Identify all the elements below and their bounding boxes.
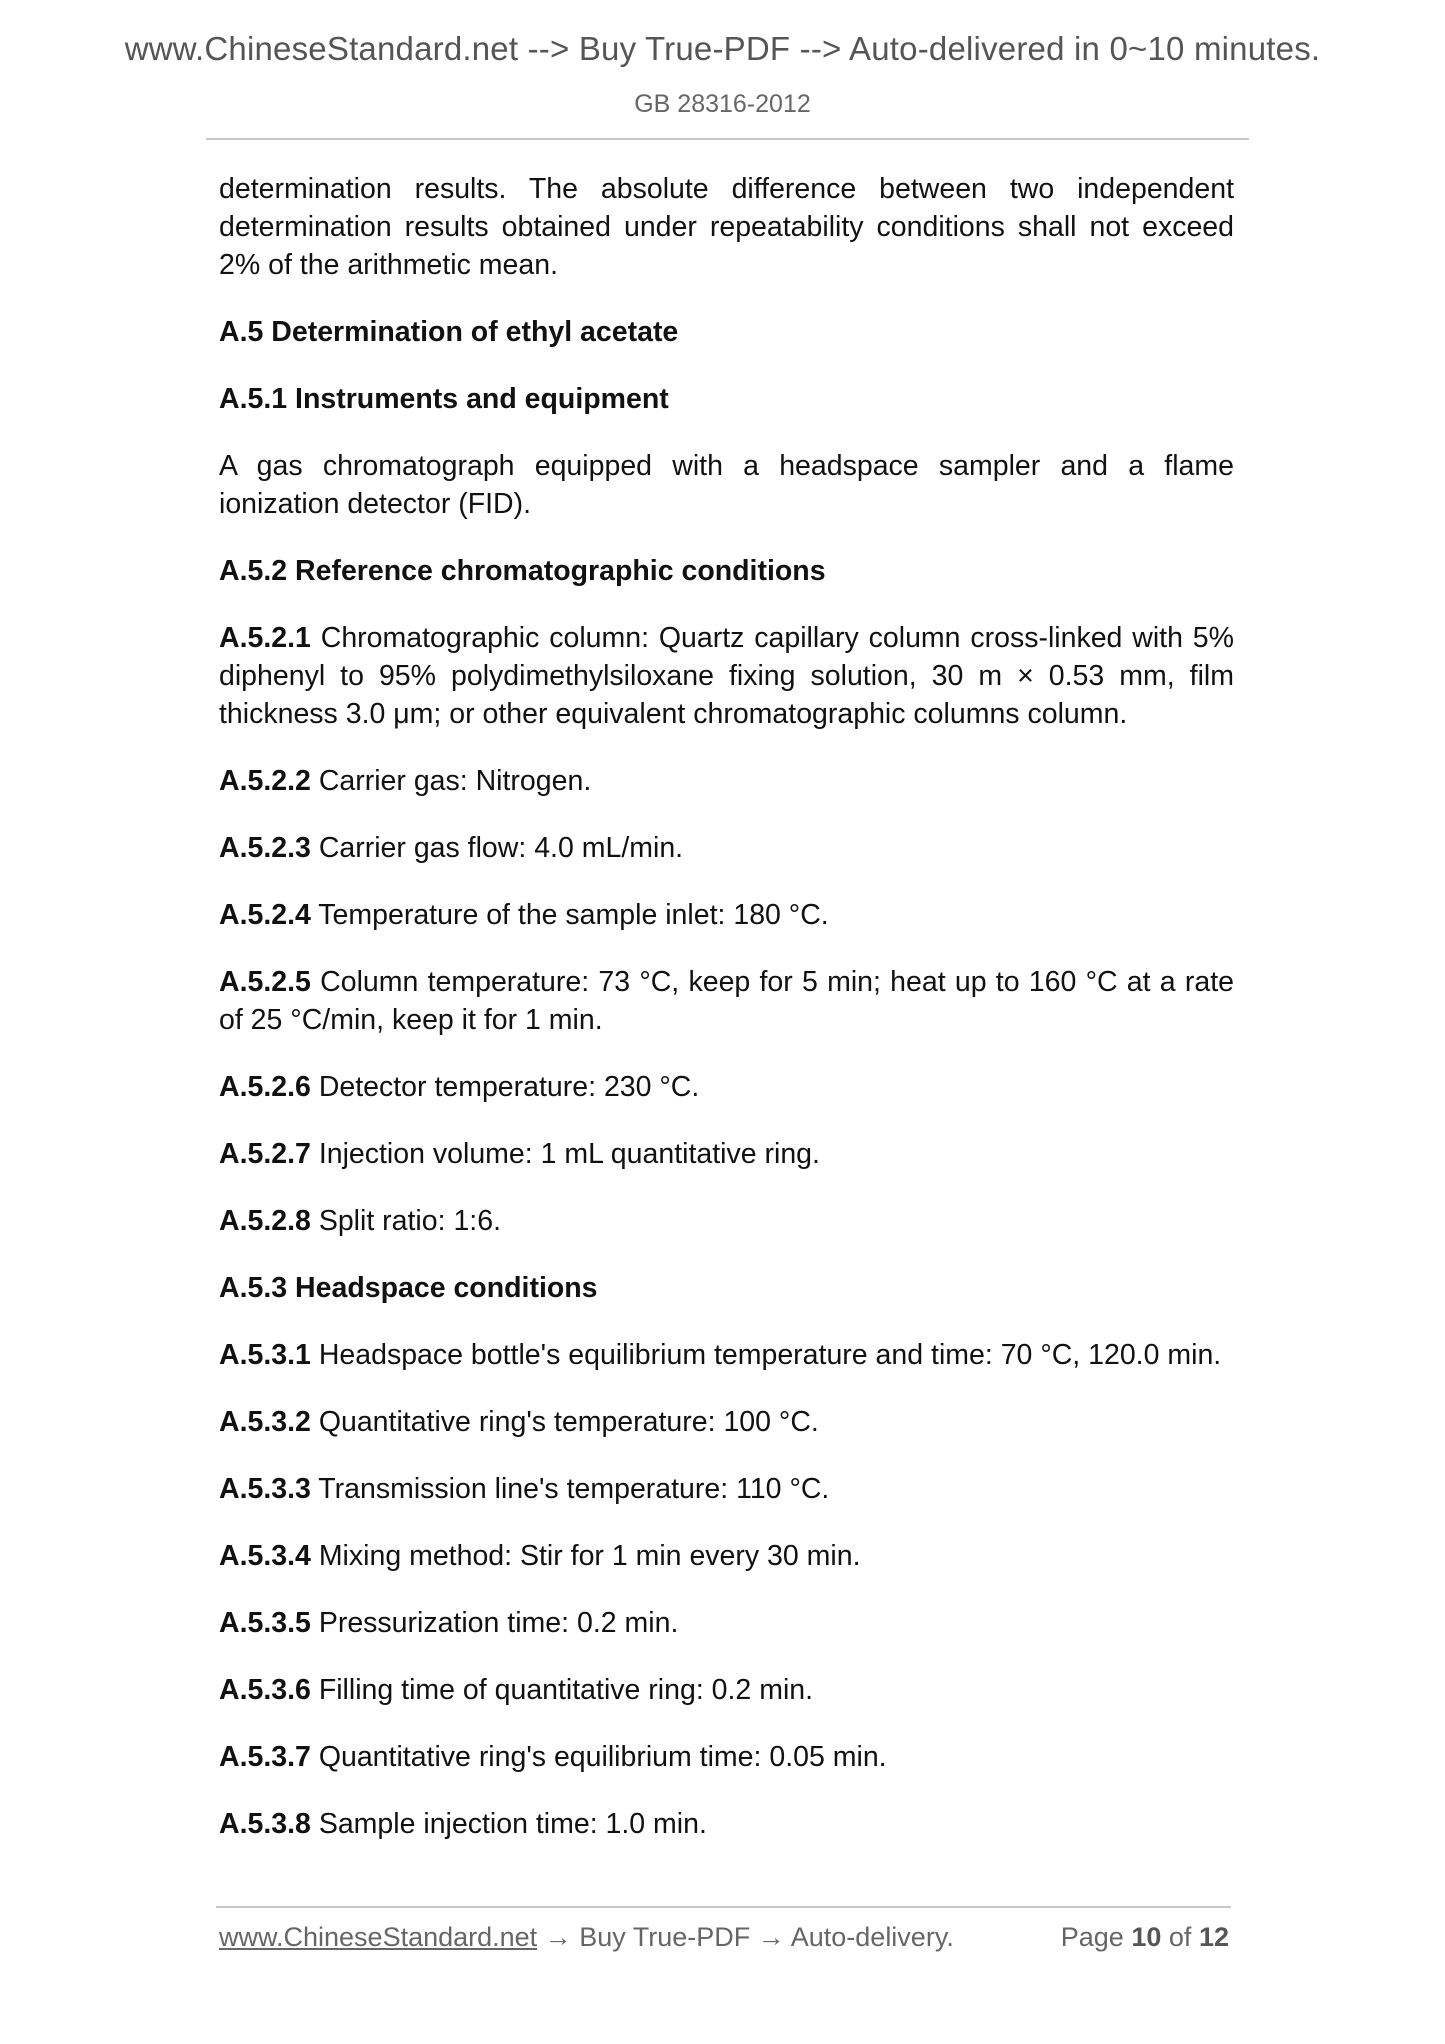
- page-total: 12: [1198, 1922, 1229, 1952]
- page-word: Page: [1060, 1922, 1124, 1952]
- top-banner: www.ChineseStandard.net --> Buy True-PDF --> Auto-delivered in 0~10 minutes.: [124, 30, 1321, 67]
- clause-number: A.5.3.6: [219, 1674, 311, 1706]
- clause-a525: [219, 963, 1234, 1039]
- clause-text: Mixing method: Stir for 1 min every 30 min.: [318, 1540, 861, 1572]
- clause-number: A.5.3.7: [219, 1741, 311, 1773]
- clause-text: Injection volume: 1 mL quantitative ring.: [318, 1138, 820, 1170]
- clause-a534: [219, 1537, 1234, 1575]
- page-footer: [219, 1922, 1229, 1953]
- page-number: 10: [1131, 1922, 1162, 1952]
- clause-text: Carrier gas: Nitrogen.: [318, 765, 592, 797]
- clause-a526: [219, 1068, 1234, 1106]
- header-divider: [206, 138, 1249, 140]
- of-word: of: [1168, 1922, 1192, 1952]
- intro-paragraph: determination results. The absolute difference between two independent determination results obtained under repeatability conditions shall not exceed 2% of the arithmetic mean.: [219, 173, 1234, 281]
- clause-text: Filling time of quantitative ring: 0.2 min.: [318, 1674, 814, 1706]
- clause-number: A.5.3.1: [219, 1339, 311, 1371]
- clause-number: A.5.2.8: [219, 1205, 311, 1237]
- clause-number: A.5.2.4: [219, 899, 311, 931]
- clause-a524: [219, 896, 1234, 934]
- clause-number: A.5.2.5: [219, 966, 311, 998]
- clause-text: Pressurization time: 0.2 min.: [318, 1607, 679, 1639]
- clause-number: A.5.2.2: [219, 765, 311, 797]
- clause-a538: [219, 1805, 1234, 1843]
- clause-a536: [219, 1671, 1234, 1709]
- footer-divider: [216, 1906, 1231, 1908]
- clause-text: Quantitative ring's equilibrium time: 0.05 min.: [318, 1741, 887, 1773]
- footer-left: [219, 1922, 954, 1953]
- clause-number: A.5.2.1: [219, 622, 311, 654]
- section-heading-a52: A.5.2 Reference chromatographic conditions: [219, 555, 826, 587]
- footer-site-link[interactable]: www.ChineseStandard.net: [219, 1922, 538, 1952]
- clause-number: A.5.2.7: [219, 1138, 311, 1170]
- page-indicator: [1061, 1922, 1229, 1953]
- clause-a535: [219, 1604, 1234, 1642]
- clause-a532: [219, 1403, 1234, 1441]
- clause-number: A.5.3.4: [219, 1540, 311, 1572]
- clause-text: Chromatographic column: Quartz capillary column cross-linked with 5% diphenyl to 95% polydimethylsiloxane fixing solution, 30 m × 0.53 mm, film thickness 3.0 μm; or other equivalent chromatographic columns column.: [219, 622, 1234, 730]
- document-id: GB 28316-2012: [634, 90, 811, 118]
- section-heading-a5: A.5 Determination of ethyl acetate: [219, 316, 679, 348]
- clause-number: A.5.3.5: [219, 1607, 311, 1639]
- clause-text: Headspace bottle's equilibrium temperature and time: 70 °C, 120.0 min.: [318, 1339, 1222, 1371]
- clause-number: A.5.2.3: [219, 832, 311, 864]
- section-heading-a51: A.5.1 Instruments and equipment: [219, 383, 669, 415]
- clause-text: Carrier gas flow: 4.0 mL/min.: [318, 832, 684, 864]
- clause-number: A.5.3.2: [219, 1406, 311, 1438]
- clause-text: Detector temperature: 230 °C.: [318, 1071, 700, 1103]
- clause-a531: [219, 1336, 1234, 1374]
- section-heading-a53: A.5.3 Headspace conditions: [219, 1272, 598, 1304]
- clause-a537: [219, 1738, 1234, 1776]
- a51-paragraph: A gas chromatograph equipped with a headspace sampler and a flame ionization detector (FID).: [219, 450, 1234, 520]
- clause-a533: [219, 1470, 1234, 1508]
- clause-text: Split ratio: 1:6.: [318, 1205, 501, 1237]
- clause-a527: [219, 1135, 1234, 1173]
- clause-number: A.5.3.3: [219, 1473, 311, 1505]
- clause-text: Transmission line's temperature: 110 °C.: [318, 1473, 830, 1505]
- clause-number: A.5.3.8: [219, 1808, 311, 1840]
- clause-text: Temperature of the sample inlet: 180 °C.: [318, 899, 829, 931]
- clause-a528: [219, 1202, 1234, 1240]
- clause-a523: [219, 829, 1234, 867]
- clause-number: A.5.2.6: [219, 1071, 311, 1103]
- clause-text: Quantitative ring's temperature: 100 °C.: [318, 1406, 819, 1438]
- clause-text: Sample injection time: 1.0 min.: [318, 1808, 707, 1840]
- clause-text: Column temperature: 73 °C, keep for 5 min; heat up to 160 °C at a rate of 25 °C/min, keep it for 1 min.: [219, 966, 1235, 1036]
- page-body: [219, 170, 1234, 1872]
- clause-a521: [219, 619, 1234, 733]
- footer-tagline: → Buy True-PDF → Auto-delivery.: [537, 1922, 954, 1952]
- clause-a522: [219, 762, 1234, 800]
